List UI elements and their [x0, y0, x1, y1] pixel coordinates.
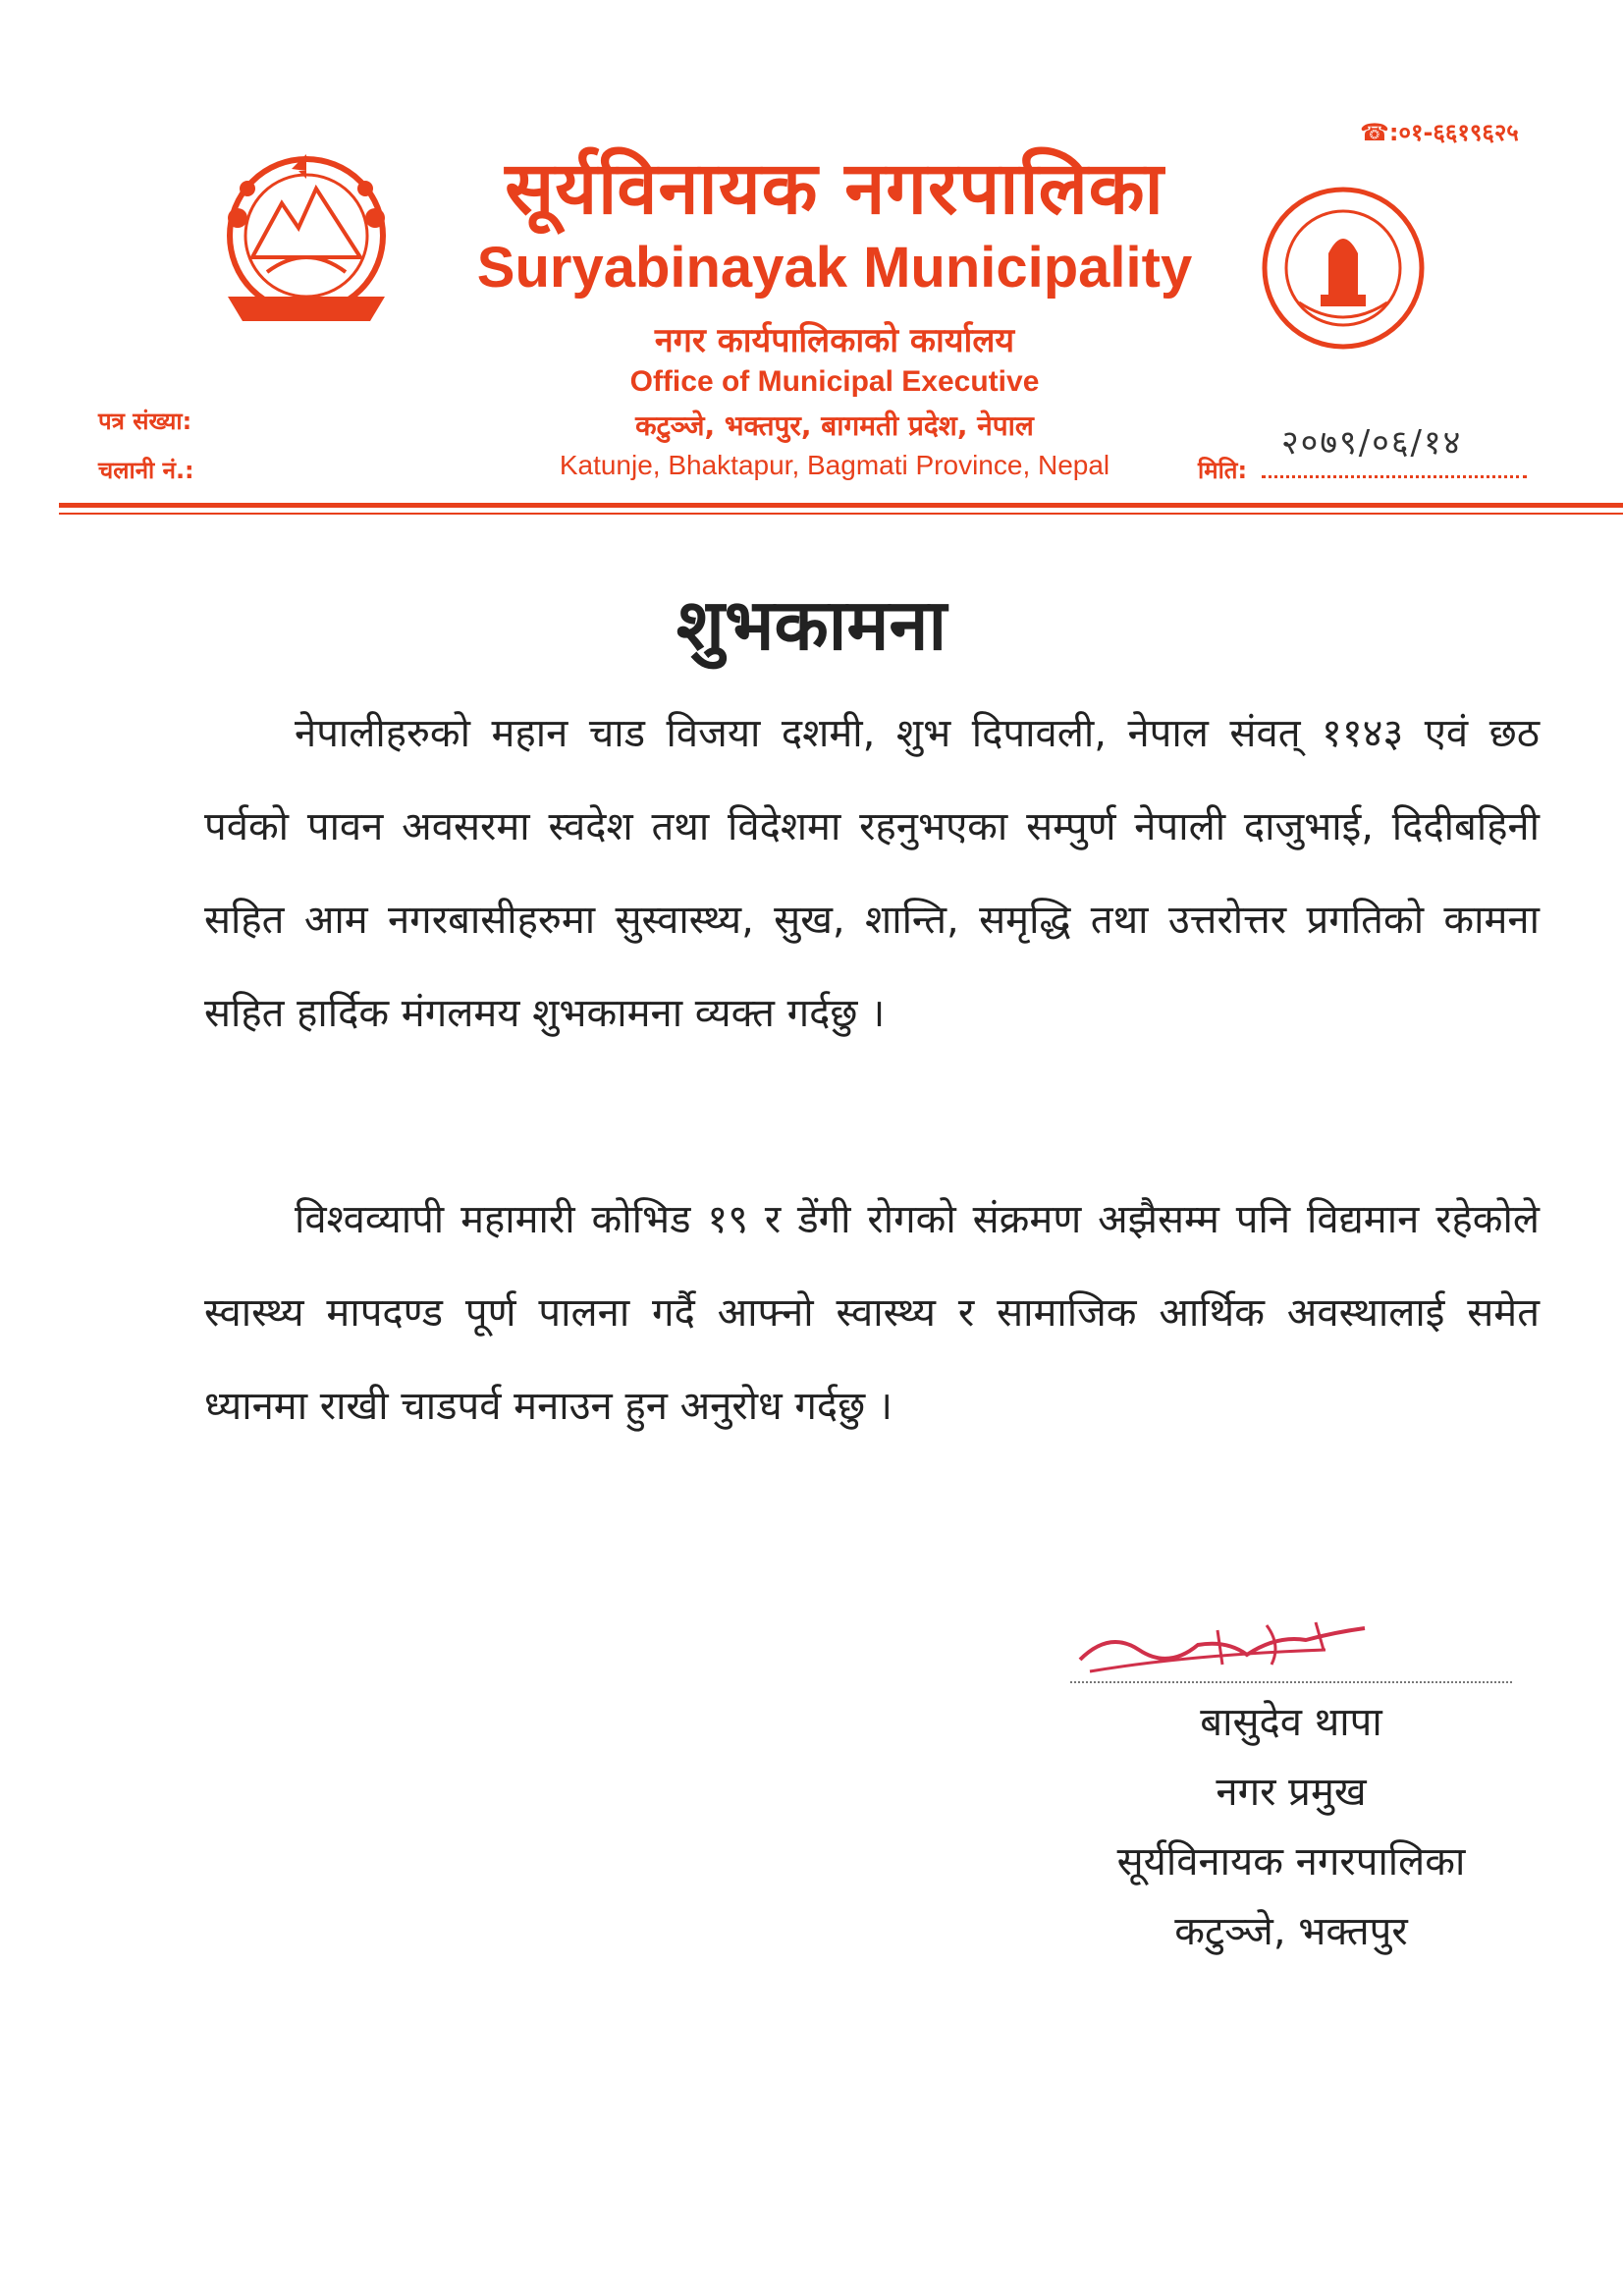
letter-heading: शुभकामना	[676, 583, 947, 666]
signatory-name: बासुदेव थापा	[1200, 1700, 1382, 1745]
date-label: मिति:	[1198, 457, 1248, 484]
letter-paragraph-2: विश्वव्यापी महामारी कोभिड १९ र डेंगी रोगको संक्रमण अझैसम्म पनि विद्यमान रहेकोले स्वास्थ्य मापदण्ड पूर्ण पालना गर्दै आफ्नो स्वास्थ्य र सामाजिक आर्थिक अवस्थालाई समेत ध्यानमा राखी चाडपर्व मनाउन हुन अनुरोध गर्दछु ।	[204, 1197, 1540, 1429]
address-english: Katunje, Bhaktapur, Bagmati Province, Nepal	[559, 450, 1110, 480]
nepal-emblem-icon	[208, 149, 405, 336]
dispatch-number-label: चलानी नं.:	[98, 457, 194, 484]
signature-dotted-line	[1070, 1681, 1512, 1683]
office-name-nepali: नगर कार्यपालिकाको कार्यालय	[654, 321, 1015, 360]
municipality-title-english: Suryabinayak Municipality	[476, 236, 1193, 300]
letter-number-label: पत्र संख्या:	[98, 408, 192, 435]
office-name-english: Office of Municipal Executive	[629, 365, 1040, 398]
date-value: २०७९/०६/१४	[1281, 423, 1463, 463]
signatory-position: नगर प्रमुख	[1216, 1770, 1367, 1815]
handwritten-signature	[1070, 1611, 1404, 1689]
letter-paragraph-1: नेपालीहरुको महान चाड विजया दशमी, शुभ दिपावली, नेपाल संवत् ११४३ एवं छठ पर्वको पावन अवसरमा स्वदेश तथा विदेशमा रहनुभएका सम्पुर्ण नेपाली दाजुभाई, दिदीबहिनी सहित आम नगरबासीहरुमा सुस्वास्थ्य, सुख, शान्ति, समृद्धि तथा उत्तरोत्तर प्रगतिको कामना सहित हार्दिक मंगलमय शुभकामना व्यक्त गर्दछु ।	[204, 711, 1540, 1036]
header-divider-thick	[59, 503, 1623, 508]
signatory-organization: सूर्यविनायक नगरपालिका	[1116, 1839, 1466, 1885]
signatory-location: कटुञ्जे, भक्तपुर	[1174, 1909, 1408, 1954]
municipality-title-nepali: सूर्यविनायक नगरपालिका	[505, 146, 1164, 231]
municipality-seal-icon	[1260, 185, 1427, 352]
address-nepali: कटुञ्जे, भक्तपुर, बागमती प्रदेश, नेपाल	[635, 410, 1034, 442]
phone-number: ☎:०१-६६१९६२५	[1360, 119, 1519, 146]
header-divider-thin	[59, 513, 1623, 515]
